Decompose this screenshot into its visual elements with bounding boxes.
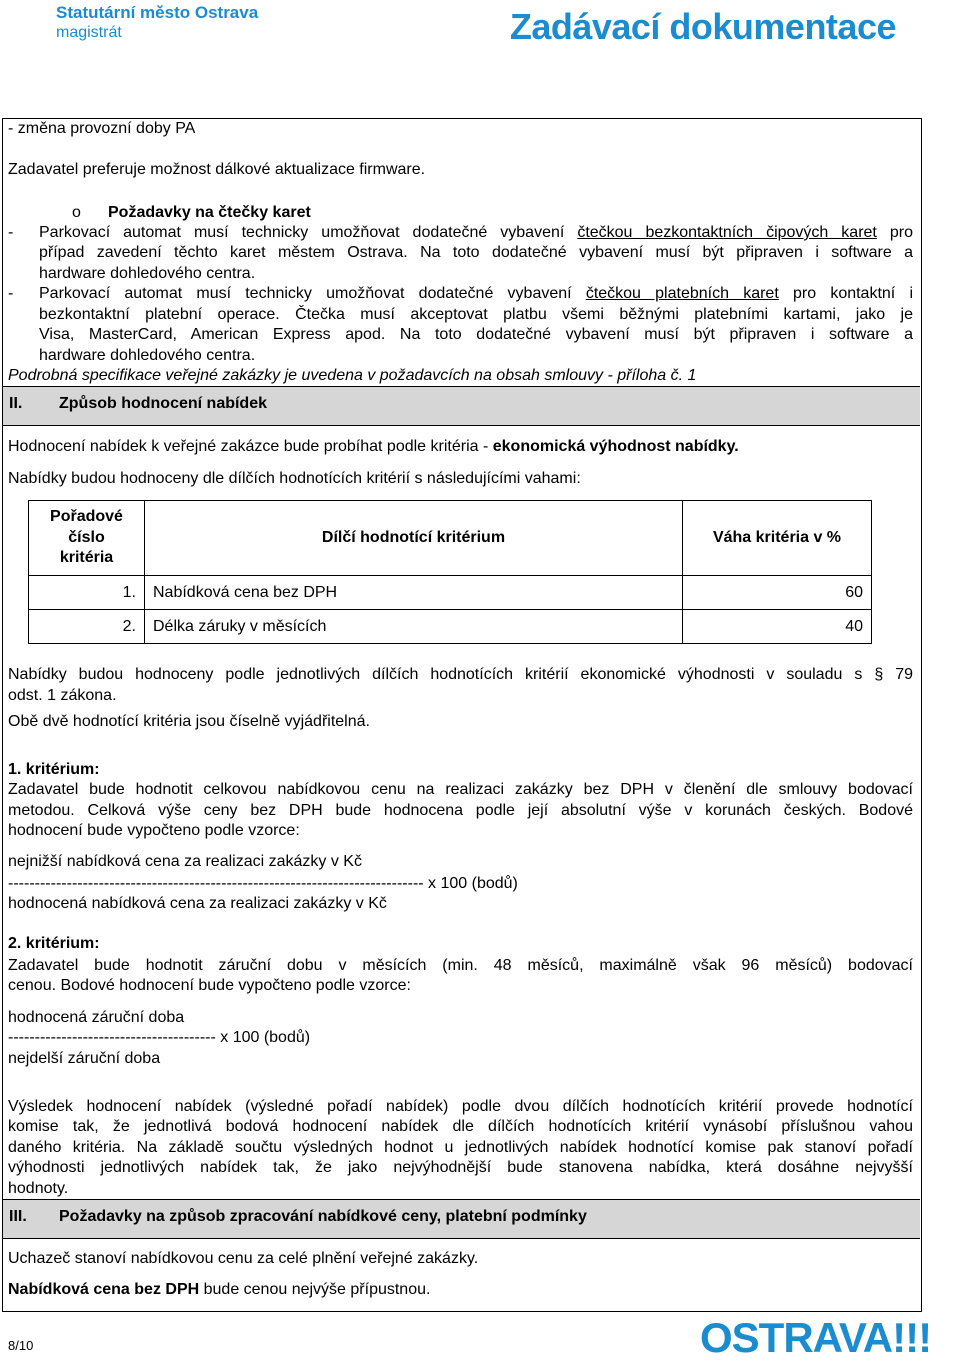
row-weight: 60 [683,576,872,610]
underlined-term: čtečkou bezkontaktních čipových karet [577,224,877,241]
paragraph-line: cenou. Bodové hodnocení bude vypočteno podle vzorce: [8,977,411,994]
page-number: 8/10 [8,1338,34,1353]
paragraph-line: Zadavatel bude hodnotit celkovou nabídkovou cenu na realizaci zakázky bez DPH v členění dle smlouvy bodovací [8,781,913,798]
text-line: Uchazeč stanoví nabídkovou cenu za celé plnění veřejné zakázky. [8,1250,479,1267]
section-header-iii [3,1199,920,1239]
paragraph-line: bezkontaktní platební operace. Čtečka musí akceptovat platbu všemi běžnými platebními kartami, jako je [39,306,913,323]
header-criterion: Dílčí hodnotící kritérium [145,501,683,576]
criterion-2-title: 2. kritérium: [8,935,100,952]
text-line: Zadavatel preferuje možnost dálkové aktualizace firmware. [8,161,426,178]
formula-denominator: hodnocená nabídková cena za realizaci zakázky v Kč [8,895,387,912]
paragraph-line: komise tak, že jednotlivá bodová hodnocení nabídek dle dílčích hodnotících kritérií vynásobí příslušnou vahou [8,1118,913,1135]
row-number: 2. [29,610,145,644]
section-title: Požadavky na způsob zpracování nabídkové ceny, platební podmínky [59,1208,587,1225]
subsection-heading: Požadavky na čtečky karet [108,204,311,221]
paragraph-line: hodnocení bude vypočteno podle vzorce: [8,822,300,839]
paragraph-line: Nabídky budou hodnoceny podle jednotlivých dílčích hodnotících kritérií ekonomické výhodnosti v souladu s § 79 [8,666,913,683]
header-organization: Statutární město Ostrava [56,3,259,22]
dash-bullet: - [8,285,14,302]
ostrava-logo: OSTRAVA!!! [700,1314,932,1361]
header-weight: Váha kritéria v % [683,501,872,576]
paragraph-line: hardware dohledového centra. [39,265,256,282]
paragraph-line: hardware dohledového centra. [39,347,256,364]
section-number: III. [9,1208,27,1225]
section-title: Způsob hodnocení nabídek [59,395,267,412]
text-line: Hodnocení nabídek k veřejné zakázce bude probíhat podle kritéria - ekonomická výhodnost nabídky. [8,438,739,455]
formula-numerator: nejnižší nabídková cena za realizaci zakázky v Kč [8,853,362,870]
row-weight: 40 [683,610,872,644]
table-row [29,576,872,610]
formula-fraction-line: --------------------------------------- x 100 (bodů) [8,1029,311,1046]
row-criterion: Délka záruky v měsících [145,610,683,644]
text-line: - změna provozní doby PA [8,120,196,137]
table-row [29,610,872,644]
paragraph-line: výhodnosti jednotlivých nabídek tak, že jako nejvýhodnější bude stanovena nabídka, která dosáhne nejvyšší [8,1159,913,1176]
criteria-table [28,500,872,644]
formula-numerator: hodnocená záruční doba [8,1009,185,1026]
formula-fraction-line: ------------------------------------------------------------------------------ x 100 (bodů) [8,875,518,892]
header-subtitle: magistrát [56,24,122,41]
row-number: 1. [29,576,145,610]
paragraph-line: Parkovací automat musí technicky umožňovat dodatečné vybavení čtečkou platebních karet pro kontaktní i [39,285,914,302]
section-number: II. [9,395,23,412]
paragraph-line: daného kritéria. Na základě součtu výsledných hodnot u jednotlivých nabídek hodnotící komise pak stanoví pořadí [8,1139,913,1156]
paragraph-line: případ zavedení těchto karet městem Ostrava. Na toto dodatečné vybavení musí být připraven i software a [39,244,913,261]
paragraph-line: Výsledek hodnocení nabídek (výsledné pořadí nabídek) podle dvou dílčích hodnotících kritérií provede hodnotící [8,1098,913,1115]
table-header-row [29,501,872,576]
paragraph-line: Obě dvě hodnotící kritéria jsou číselně vyjádřitelná. [8,713,370,730]
text-line: Nabídková cena bez DPH bude cenou nejvýše přípustnou. [8,1281,431,1298]
text-line: Nabídky budou hodnoceny dle dílčích hodnotících kritérií s následujícími vahami: [8,470,581,487]
paragraph-line: Visa, MasterCard, American Express apod. Na toto dodatečné vybavení musí být připraven i software a [39,326,913,343]
section-header-ii [3,386,920,426]
paragraph-line: Parkovací automat musí technicky umožňovat dodatečné vybavení čtečkou bezkontaktních čipových karet pro [39,224,913,241]
underlined-term: čtečkou platebních karet [585,285,779,302]
document-title: Zadávací dokumentace [509,6,896,47]
formula-denominator: nejdelší záruční doba [8,1050,161,1067]
paragraph-line: odst. 1 zákona. [8,687,117,704]
row-criterion: Nabídková cena bez DPH [145,576,683,610]
bullet-o: o [72,204,81,221]
header-order: Pořadové číslo kritéria [29,501,145,576]
dash-bullet: - [8,224,14,241]
specification-note: Podrobná specifikace veřejné zakázky je uvedena v požadavcích na obsah smlouvy - příloha č. 1 [8,367,697,384]
paragraph-line: metodou. Celková výše ceny bez DPH bude hodnocena podle její absolutní výše v korunách českých. Bodové [8,802,913,819]
criterion-1-title: 1. kritérium: [8,761,100,778]
paragraph-line: hodnoty. [8,1180,69,1197]
paragraph-line: Zadavatel bude hodnotit záruční dobu v měsících (min. 48 měsíců, maximálně však 96 měsíců) bodovací [8,957,913,974]
